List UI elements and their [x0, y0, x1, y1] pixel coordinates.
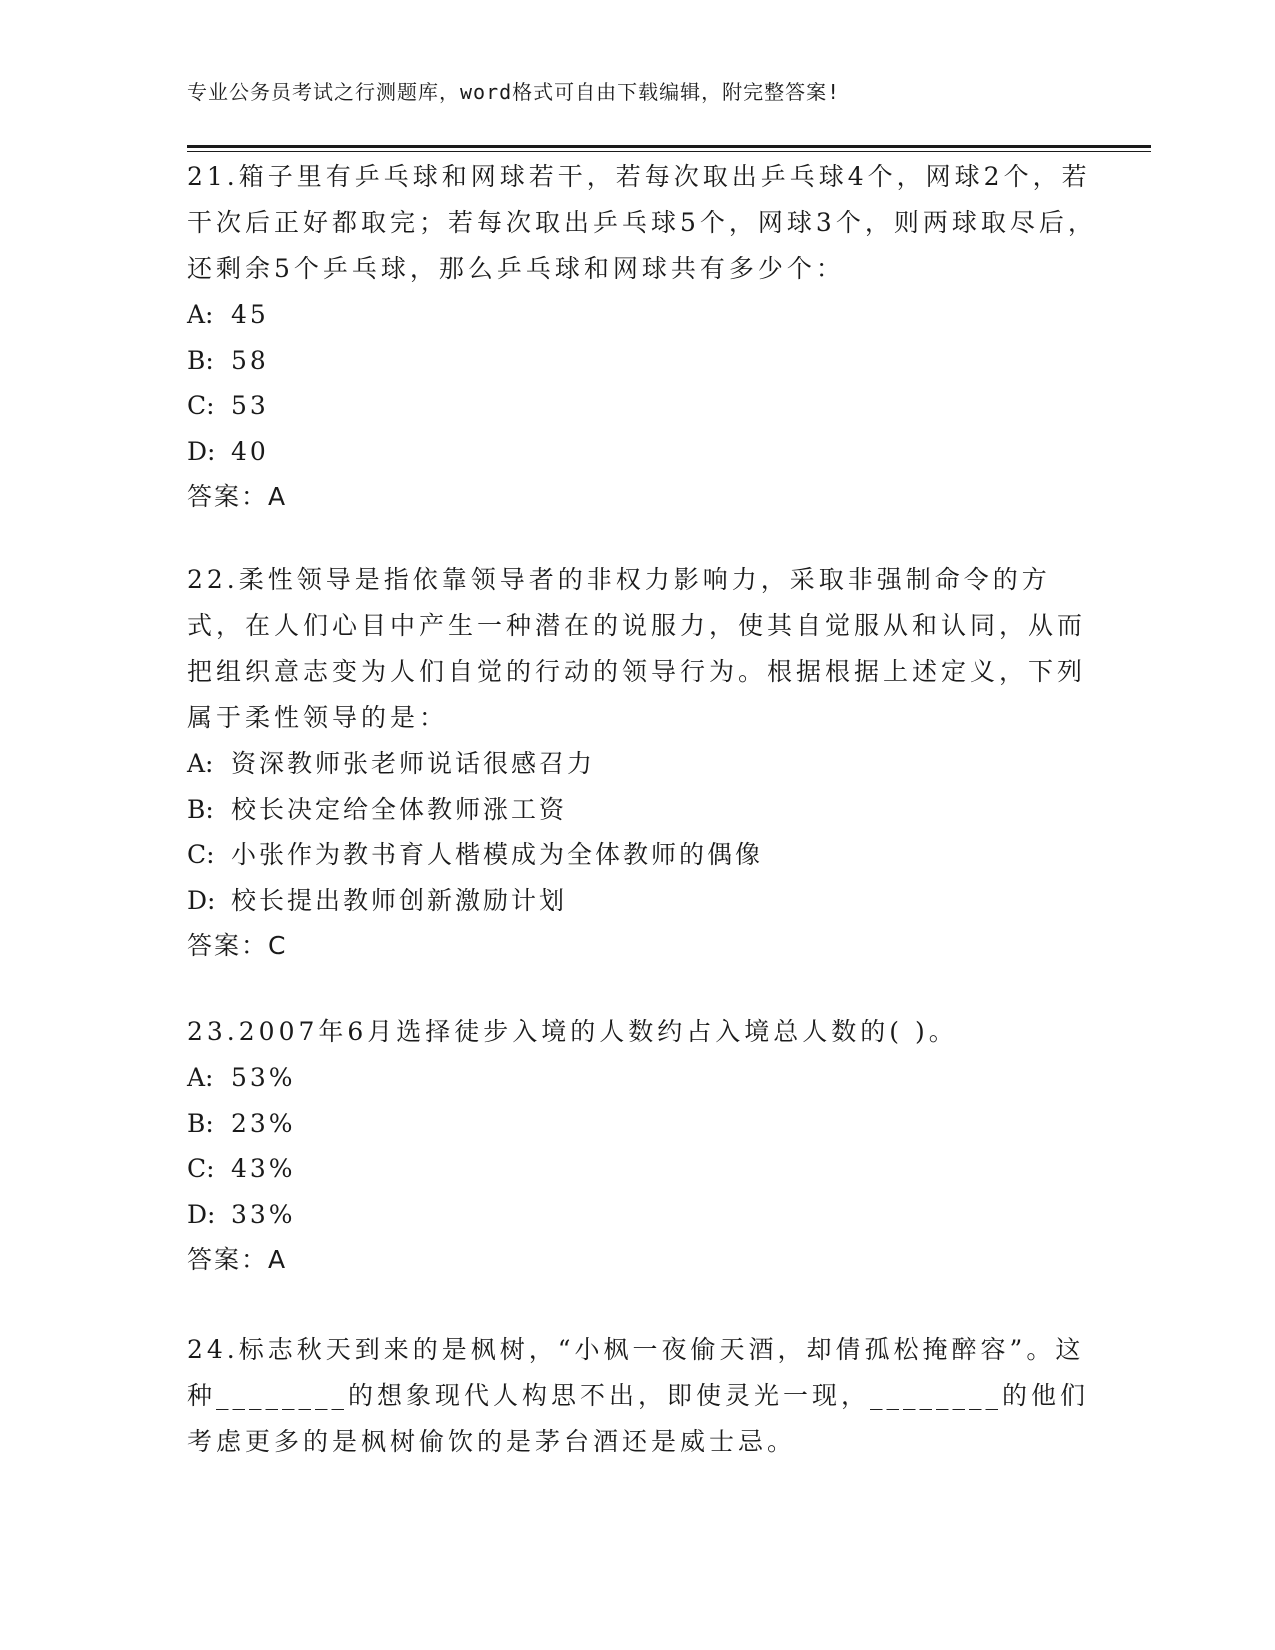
answer: 答案：C — [187, 931, 286, 960]
option-d: D: 33% — [187, 1199, 296, 1229]
option-d: D: 40 — [187, 436, 269, 466]
page-header: 专业公务员考试之行测题库，word格式可自由下载编辑，附完整答案! — [187, 80, 841, 104]
option-c: C: 53 — [187, 391, 269, 420]
header-rule-thick — [187, 145, 1151, 148]
option-c: C: 43% — [187, 1154, 296, 1183]
header-rule-thin — [187, 151, 1151, 152]
question-24 — [187, 1327, 1107, 1465]
option-a: A: 45 — [187, 300, 269, 329]
option-b: B: 58 — [187, 345, 269, 375]
question-21 — [187, 154, 1107, 519]
option-c: C: 小张作为教书育人楷模成为全体教师的偶像 — [187, 840, 764, 869]
option-b: B: 校长决定给全体教师涨工资 — [187, 794, 568, 824]
question-stem: 23.2007年6月选择徒步入境的人数约占入境总人数的( )。 — [187, 1017, 958, 1046]
option-b: B: 23% — [187, 1108, 296, 1138]
question-22 — [187, 557, 1107, 968]
option-a: A: 资深教师张老师说话很感召力 — [187, 749, 596, 778]
question-23 — [187, 1009, 1107, 1282]
option-a: A: 53% — [187, 1063, 296, 1092]
question-stem: 24.标志秋天到来的是枫树，“小枫一夜偷天酒，却倩孤松掩醉容”。这种________的想象现代人构思不出，即使灵光一现，________的他们考虑更多的是枫树偷饮的是茅台酒还是威士忌。 — [187, 1335, 1090, 1456]
answer: 答案：A — [187, 482, 286, 511]
question-stem: 22.柔性领导是指依靠领导者的非权力影响力，采取非强制命令的方式，在人们心目中产生一种潜在的说服力，使其自觉服从和认同，从而把组织意志变为人们自觉的行动的领导行为。根据根据上述定义，下列属于柔性领导的是： — [187, 565, 1087, 732]
answer: 答案：A — [187, 1245, 286, 1274]
question-stem: 21.箱子里有乒乓球和网球若干，若每次取出乒乓球4个，网球2个，若干次后正好都取完；若每次取出乒乓球5个，网球3个，则两球取尽后，还剩余5个乒乓球，那么乒乓球和网球共有多少个： — [187, 162, 1097, 283]
option-d: D: 校长提出教师创新激励计划 — [187, 885, 568, 915]
